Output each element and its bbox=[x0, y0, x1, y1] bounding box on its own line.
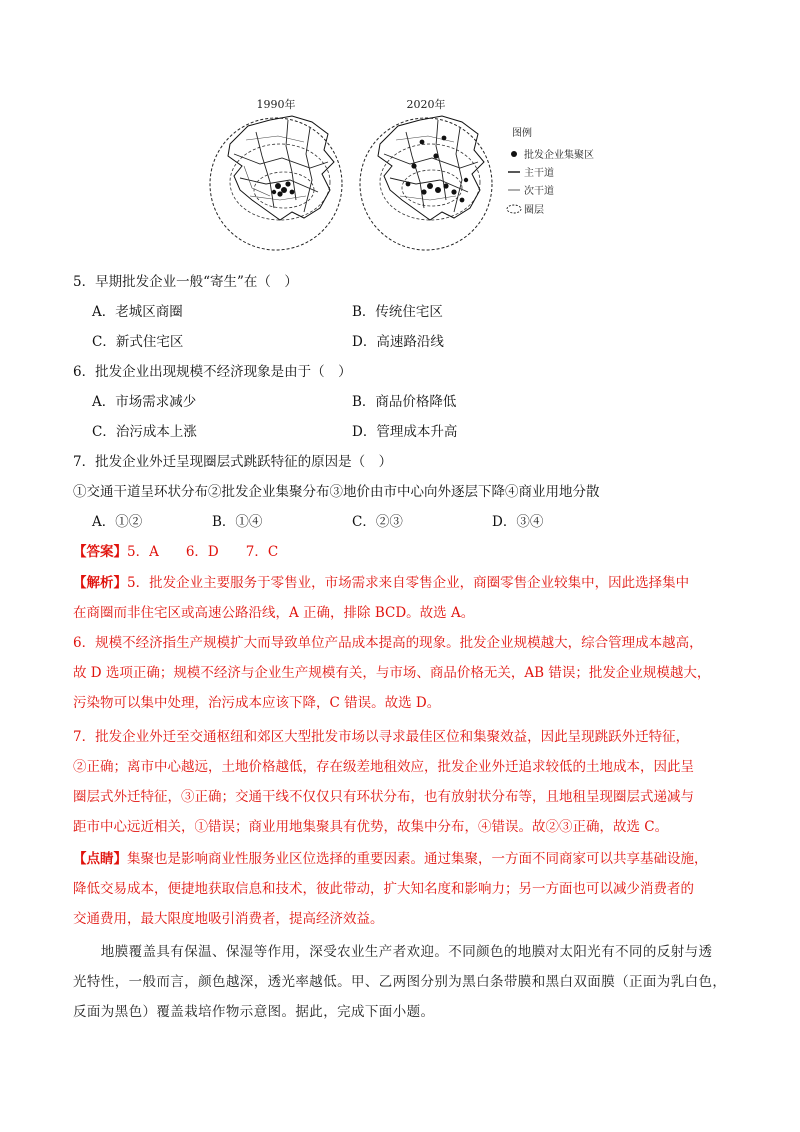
comment-tag: 【点睛】 bbox=[73, 851, 127, 867]
analysis-line-1 bbox=[73, 573, 689, 593]
q7-option-c: C．②③ bbox=[352, 514, 403, 530]
q7-option-d: D．③④ bbox=[492, 514, 544, 530]
analysis-line-4: 故 D 选项正确；规模不经济与企业生产规模有关，与市场、商品价格无关，AB 错误；批发企业规模越大， bbox=[73, 665, 711, 681]
map-2020-label: 2020年 bbox=[406, 98, 446, 111]
analysis-text-1: 5．批发企业主要服务于零售业，市场需求来自零售企业，商圈零售企业较集中，因此选择集中 bbox=[127, 575, 690, 591]
legend-dot-symbol bbox=[511, 151, 517, 157]
q6-option-c: C．治污成本上涨 bbox=[92, 424, 197, 440]
q6-option-a: A．市场需求减少 bbox=[92, 394, 197, 410]
question-7-statement: ①交通干道呈环状分布②批发企业集聚分布③地价由市中心向外逐层下降④商业用地分散 bbox=[73, 484, 600, 500]
analysis-line-2: 在商圈而非住宅区或高速公路沿线，A 正确，排除 BCD。故选 A。 bbox=[73, 605, 475, 621]
material-line-2: 光特性，一般而言，颜色越深，透光率越低。甲、乙两图分别为黑白条带膜和黑白双面膜（正面为乳白色， bbox=[73, 974, 727, 990]
q5-option-b: B．传统住宅区 bbox=[352, 304, 443, 320]
material-line-3: 反面为黑色）覆盖栽培作物示意图。据此，完成下面小题。 bbox=[73, 1004, 435, 1020]
answer-line bbox=[73, 542, 278, 562]
analysis-line-7: ②正确；离市中心越远，土地价格越低，存在级差地租效应，批发企业外迁追求较低的土地成本，因此呈 bbox=[73, 759, 694, 775]
question-7-stem: 7．批发企业外迁呈现圈层式跳跃特征的原因是（ ） bbox=[73, 454, 393, 470]
q6-option-d: D．管理成本升高 bbox=[352, 424, 458, 440]
analysis-line-8: 圈层式外迁特征，③正确；交通干线不仅仅只有环状分布，也有放射状分布等，且地租呈现圈层式递减与 bbox=[73, 789, 694, 805]
legend-title: 图例 bbox=[512, 128, 532, 139]
city-maps-svg bbox=[200, 96, 620, 266]
legend-item-ring: 圈层 bbox=[524, 205, 544, 216]
question-6-stem: 6．批发企业出现规模不经济现象是由于（ ） bbox=[73, 364, 352, 380]
map-legend bbox=[507, 126, 594, 216]
analysis-line-3: 6．规模不经济指生产规模扩大而导致单位产品成本提高的现象。批发企业规模越大，综合管理成本越高， bbox=[73, 635, 703, 651]
q5-option-d: D．高速路沿线 bbox=[352, 334, 444, 350]
question-5-stem: 5．早期批发企业一般“寄生”在（ ） bbox=[73, 274, 298, 290]
legend-item-sub-road: 次干道 bbox=[524, 186, 554, 197]
map-2020 bbox=[360, 116, 492, 250]
analysis-tag: 【解析】 bbox=[73, 575, 127, 591]
city-maps-figure bbox=[200, 96, 620, 266]
comment-line-1 bbox=[73, 849, 708, 869]
comment-line-2: 降低交易成本，便捷地获取信息和技术，彼此带动，扩大知名度和影响力；另一方面也可以减少消费者的 bbox=[73, 881, 694, 897]
q7-option-a: A．①② bbox=[92, 514, 143, 530]
q5-option-a: A．老城区商圈 bbox=[92, 304, 183, 320]
legend-item-cluster: 批发企业集聚区 bbox=[524, 150, 594, 161]
comment-text-1: 集聚也是影响商业性服务业区位选择的重要因素。通过集聚，一方面不同商家可以共享基础设施， bbox=[127, 851, 708, 867]
analysis-line-9: 距市中心远近相关，①错误；商业用地集聚具有优势，故集中分布，④错误。故②③正确，故选 C。 bbox=[73, 819, 669, 835]
map-1990 bbox=[210, 116, 342, 250]
comment-line-3: 交通费用，最大限度地吸引消费者，提高经济效益。 bbox=[73, 911, 384, 927]
q7-option-b: B．①④ bbox=[212, 514, 263, 530]
legend-ring-symbol bbox=[507, 205, 521, 213]
material-line-1: 地膜覆盖具有保温、保湿等作用，深受农业生产者欢迎。不同颜色的地膜对太阳光有不同的反射与透 bbox=[73, 944, 713, 960]
analysis-line-5: 污染物可以集中处理，治污成本应该下降，C 错误。故选 D。 bbox=[73, 695, 441, 711]
q6-option-b: B．商品价格降低 bbox=[352, 394, 457, 410]
analysis-line-6: 7．批发企业外迁至交通枢纽和郊区大型批发市场以寻求最佳区位和集聚效益，因此呈现跳跃外迁特征， bbox=[73, 729, 690, 745]
answer-text: 5．A 6．D 7．C bbox=[127, 544, 279, 560]
map-1990-label: 1990年 bbox=[256, 98, 296, 111]
q5-option-c: C．新式住宅区 bbox=[92, 334, 184, 350]
legend-item-main-road: 主干道 bbox=[524, 168, 554, 179]
answer-tag: 【答案】 bbox=[73, 544, 127, 560]
